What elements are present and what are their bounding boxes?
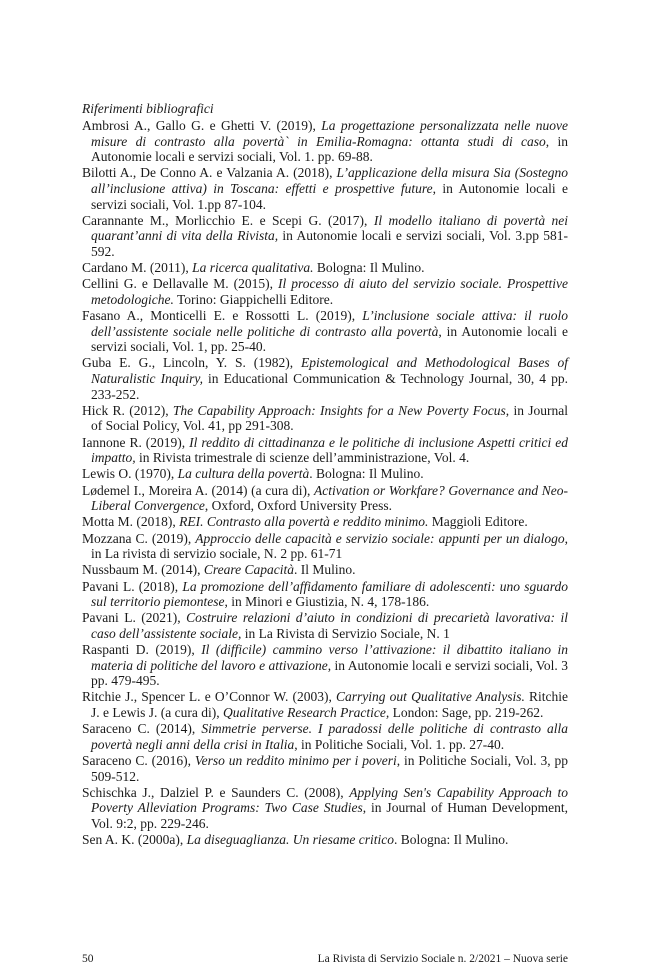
reference-details: , in Politiche Sociali, Vol. 1. pp. 27-40.	[294, 736, 505, 752]
reference-title: Epistemological and Methodological Bases of Naturalistic Inquiry,	[91, 355, 568, 387]
reference-entry	[82, 213, 568, 260]
reference-title: Activation or Workfare? Governance and Neo-Liberal Convergence	[91, 482, 568, 514]
reference-entry	[82, 308, 568, 355]
reference-details: in La Rivista di Servizio Sociale, N. 1	[241, 625, 450, 641]
reference-authors: Lewis O. (1970),	[82, 466, 178, 482]
reference-entry	[82, 355, 568, 402]
reference-details: Ritchie J. e Lewis J. (a cura di),	[91, 689, 568, 721]
reference-title: L’applicazione della misura Sia (Sostegno all’inclusione attiva) in Toscana: effetti e prospettive future	[91, 165, 568, 196]
reference-entry	[82, 721, 568, 752]
reference-details: , in Minori e Giustizia, N. 4, 178-186.	[224, 594, 430, 610]
reference-entry	[82, 260, 568, 276]
reference-title: La promozione dell’affidamento familiare di adolescenti: uno sguardo sul territorio piemontese	[91, 578, 568, 610]
reference-authors: Schischka J., Dalziel P. e Saunders C. (2008),	[82, 784, 350, 800]
reference-authors: Saraceno C. (2014),	[82, 721, 202, 737]
reference-title: Il reddito di cittadinanza e le politiche di inclusione Aspetti critici ed impatto,	[91, 434, 568, 466]
reference-details: , in Journal of Social Policy, Vol. 41, pp 291-308.	[91, 402, 568, 434]
reference-details: in Rivista trimestrale di scienze dell’amministrazione, Vol. 4.	[135, 450, 470, 466]
reference-authors: Carannante M., Morlicchio E. e Scepi G. (2017),	[82, 212, 374, 228]
reference-entry	[82, 531, 568, 562]
reference-title: Il modello italiano di povertà nei quarant’anni di vita della Rivista,	[91, 212, 568, 244]
reference-entry	[82, 610, 568, 641]
running-footer: La Rivista di Servizio Sociale n. 2/2021 – Nuova serie	[317, 953, 568, 965]
reference-entry	[82, 403, 568, 434]
reference-title: The Capability Approach: Insights for a New Poverty Focus	[172, 402, 506, 418]
reference-details: , in La rivista di servizio sociale, N. 2 pp. 61-71	[91, 530, 568, 562]
reference-title: REI. Contrasto alla povertà e reddito minimo.	[179, 514, 429, 530]
reference-authors: Iannone R. (2019),	[82, 434, 190, 450]
reference-entry	[82, 562, 568, 578]
reference-entry	[82, 165, 568, 212]
reference-details: London: Sage, pp. 219-262.	[389, 705, 544, 721]
reference-authors: Ambrosi A., Gallo G. e Ghetti V. (2019),	[82, 118, 322, 133]
reference-title: Qualitative Research Practice,	[222, 705, 390, 721]
reference-entry	[82, 466, 568, 482]
reference-details: . Il Mulino.	[294, 562, 356, 578]
reference-title: La cultura della povertà	[177, 466, 310, 482]
bibliography-section	[82, 101, 568, 848]
reference-authors: Pavani L. (2021),	[82, 610, 187, 626]
reference-title: Simmetrie perverse. I paradossi delle politiche di contrasto alla povertà negli anni della crisi in Italia	[91, 721, 568, 752]
reference-authors: Pavani L. (2018),	[82, 578, 183, 594]
reference-title: Carrying out Qualitative Analysis.	[336, 689, 525, 705]
reference-details: Torino: Giappichelli Editore.	[173, 291, 334, 307]
reference-details: . Bologna: Il Mulino.	[309, 466, 424, 482]
reference-title: Creare Capacità	[203, 562, 294, 578]
reference-authors: Cardano M. (2011),	[82, 260, 193, 276]
reference-authors: Guba E. G., Lincoln, Y. S. (1982),	[82, 355, 302, 371]
reference-authors: Cellini G. e Dellavalle M. (2015),	[82, 276, 279, 292]
reference-authors: Sen A. K. (2000a),	[82, 832, 187, 848]
reference-authors: Lødemel I., Moreira A. (2014) (a cura di),	[82, 482, 315, 498]
reference-details: , in Autonomie locali e servizi sociali, Vol. 1, pp. 25-40.	[91, 323, 568, 355]
reference-title: Verso un reddito minimo per i poveri	[194, 753, 397, 769]
reference-title: Il (difficile) cammino verso l’attivazione: il dibattito italiano in materia di politiche del lavoro e attivazione	[91, 642, 569, 673]
reference-entry	[82, 483, 568, 514]
reference-list	[82, 118, 568, 848]
reference-title: La diseguaglianza. Un riesame critico	[186, 832, 394, 848]
reference-entry	[82, 514, 568, 530]
reference-details: Bologna: Il Mulino.	[313, 260, 425, 276]
page-number: 50	[82, 953, 94, 965]
reference-details: , Oxford, Oxford University Press.	[204, 498, 392, 514]
reference-details: in Autonomie locali e servizi sociali, Vol. 3.pp 581-592.	[91, 228, 568, 259]
section-title: Riferimenti bibliografici	[82, 101, 214, 116]
reference-details: in Educational Communication & Technology Journal, 30, 4 pp. 233-252.	[91, 371, 568, 402]
reference-title: Il processo di aiuto del servizio sociale. Prospettive metodologiche.	[91, 276, 568, 307]
reference-details: , in Journal of Human Development, Vol. 9:2, pp. 229-246.	[91, 800, 568, 831]
reference-entry	[82, 753, 568, 784]
reference-entry	[82, 118, 568, 165]
reference-authors: Saraceno C. (2016),	[82, 753, 195, 769]
reference-authors: Raspanti D. (2019),	[82, 642, 202, 658]
reference-authors: Fasano A., Monticelli E. e Rossotti L. (2019),	[82, 308, 363, 324]
reference-title: Costruire relazioni d’aiuto in condizioni di precarietà lavorativa: il caso dell’assistente sociale,	[91, 610, 568, 641]
reference-title: La ricerca qualitativa.	[192, 260, 314, 276]
reference-authors: Mozzana C. (2019),	[82, 530, 196, 546]
reference-entry	[82, 642, 568, 689]
reference-title: L’inclusione sociale attiva: il ruolo dell’assistente sociale nelle politiche di contrasto alla povertà	[91, 308, 568, 339]
reference-details: . Bologna: Il Mulino.	[394, 832, 509, 848]
reference-details: , in Autonomie locali e servizi sociali, Vol. 1.pp 87-104.	[91, 180, 569, 212]
reference-entry	[82, 832, 568, 848]
reference-entry	[82, 689, 568, 720]
reference-details: Maggioli Editore.	[428, 514, 528, 530]
reference-details: , in Autonomie locali e servizi sociali, Vol. 1. pp. 69-88.	[91, 133, 568, 165]
reference-authors: Bilotti A., De Conno A. e Valzania A. (2018),	[82, 165, 337, 181]
reference-title: La progettazione personalizzata nelle nuove misure di contrasto alla povertà` in Emilia-Romagna: ottanta studi di caso	[91, 118, 568, 149]
reference-authors: Nussbaum M. (2014),	[82, 562, 204, 578]
reference-title: Approccio delle capacità e servizio sociale: appunti per un dialogo	[195, 530, 565, 546]
reference-details: , in Politiche Sociali, Vol. 3, pp 509-512.	[91, 753, 568, 784]
reference-authors: Motta M. (2018),	[82, 514, 180, 530]
reference-entry	[82, 276, 568, 307]
reference-entry	[82, 579, 568, 610]
reference-details: , in Autonomie locali e servizi sociali, Vol. 3 pp. 479-495.	[91, 657, 568, 689]
reference-authors: Hick R. (2012),	[82, 402, 173, 418]
reference-entry	[82, 435, 568, 466]
reference-authors: Ritchie J., Spencer L. e O’Connor W. (2003),	[82, 689, 337, 705]
reference-entry	[82, 785, 568, 832]
reference-title: Applying Sen's Capability Approach to Poverty Alleviation Programs: Two Case Studies	[91, 784, 568, 816]
